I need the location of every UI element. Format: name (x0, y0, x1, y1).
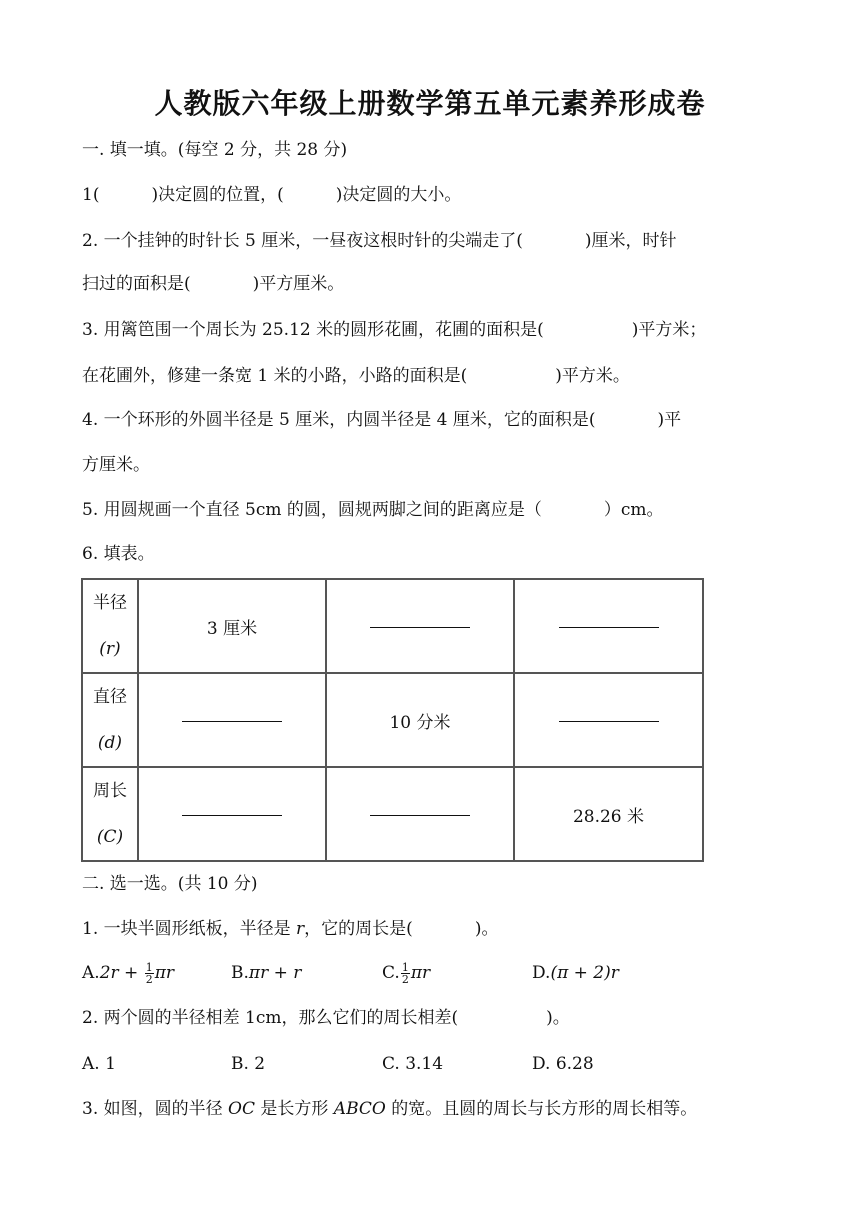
table-row (82, 579, 703, 673)
option-2-2-c[interactable]: C. 3.14 (382, 1054, 444, 1074)
answer-blank (559, 626, 659, 628)
option-2-1-d[interactable]: D.(π + 2)r (532, 963, 619, 983)
question-1-3-line2: 在花圃外，修建一条宽 1 米的小路，小路的面积是( )平方米。 (82, 366, 630, 386)
cell-radius-1: 3 厘米 (138, 579, 326, 673)
fraction-one-half: $\frac{1}{2}$ (145, 961, 153, 986)
option-2-2-a[interactable]: A. 1 (82, 1054, 116, 1074)
row-label-diameter: 直径 (d) (82, 673, 138, 767)
question-1-1: 1( )决定圆的位置，( )决定圆的大小。 (82, 185, 462, 205)
cell-diameter-3[interactable] (514, 673, 703, 767)
cell-circumference-1[interactable] (138, 767, 326, 861)
question-1-2-line2: 扫过的面积是( )平方厘米。 (82, 274, 345, 294)
option-2-1-a[interactable]: A.2r + $\frac{1}{2}$ πr (82, 961, 174, 986)
question-1-6: 6. 填表。 (82, 544, 155, 564)
fill-in-table (81, 578, 704, 862)
option-2-2-b[interactable]: B. 2 (231, 1054, 266, 1074)
cell-diameter-2: 10 分米 (326, 673, 514, 767)
question-1-3-line1: 3. 用篱笆围一个周长为 25.12 米的圆形花圃，花圃的面积是( )平方米； (82, 320, 707, 340)
question-1-5: 5. 用圆规画一个直径 5cm 的圆，圆规两脚之间的距离应是（ ）cm。 (82, 500, 664, 520)
question-1-2-line1: 2. 一个挂钟的时针长 5 厘米，一昼夜这根时针的尖端走了( )厘米，时针 (82, 231, 677, 251)
row-label-radius: 半径 (r) (82, 579, 138, 673)
answer-blank (370, 626, 470, 628)
page-title: 人教版六年级上册数学第五单元素养形成卷 (154, 87, 706, 120)
question-2-2: 2. 两个圆的半径相差 1cm，那么它们的周长相差( )。 (82, 1008, 570, 1028)
row-label-circumference: 周长 (C) (82, 767, 138, 861)
option-2-2-d[interactable]: D. 6.28 (532, 1054, 594, 1074)
section2-heading: 二. 选一选。(共 10 分) (82, 874, 258, 894)
cell-radius-3[interactable] (514, 579, 703, 673)
cell-circumference-2[interactable] (326, 767, 514, 861)
table-row (82, 767, 703, 861)
cell-diameter-1[interactable] (138, 673, 326, 767)
question-1-4-line1: 4. 一个环形的外圆半径是 5 厘米，内圆半径是 4 厘米，它的面积是( )平 (82, 410, 682, 430)
section1-heading: 一. 填一填。(每空 2 分，共 28 分) (82, 140, 348, 160)
fraction-one-half: $\frac{1}{2}$ (401, 961, 409, 986)
answer-blank (370, 814, 470, 816)
question-1-4-line2: 方厘米。 (82, 455, 150, 475)
table-row (82, 673, 703, 767)
answer-blank (182, 814, 282, 816)
answer-blank (182, 720, 282, 722)
option-2-1-c[interactable]: C. $\frac{1}{2}$ πr (382, 961, 431, 986)
question-2-1: 1. 一块半圆形纸板，半径是 r，它的周长是( )。 (82, 919, 499, 939)
cell-circumference-3: 28.26 米 (514, 767, 703, 861)
question-2-3: 3. 如图，圆的半径 OC 是长方形 ABCO 的宽。且圆的周长与长方形的周长相等。 (82, 1099, 698, 1119)
cell-radius-2[interactable] (326, 579, 514, 673)
option-2-1-b[interactable]: B.πr + r (231, 963, 302, 983)
answer-blank (559, 720, 659, 722)
